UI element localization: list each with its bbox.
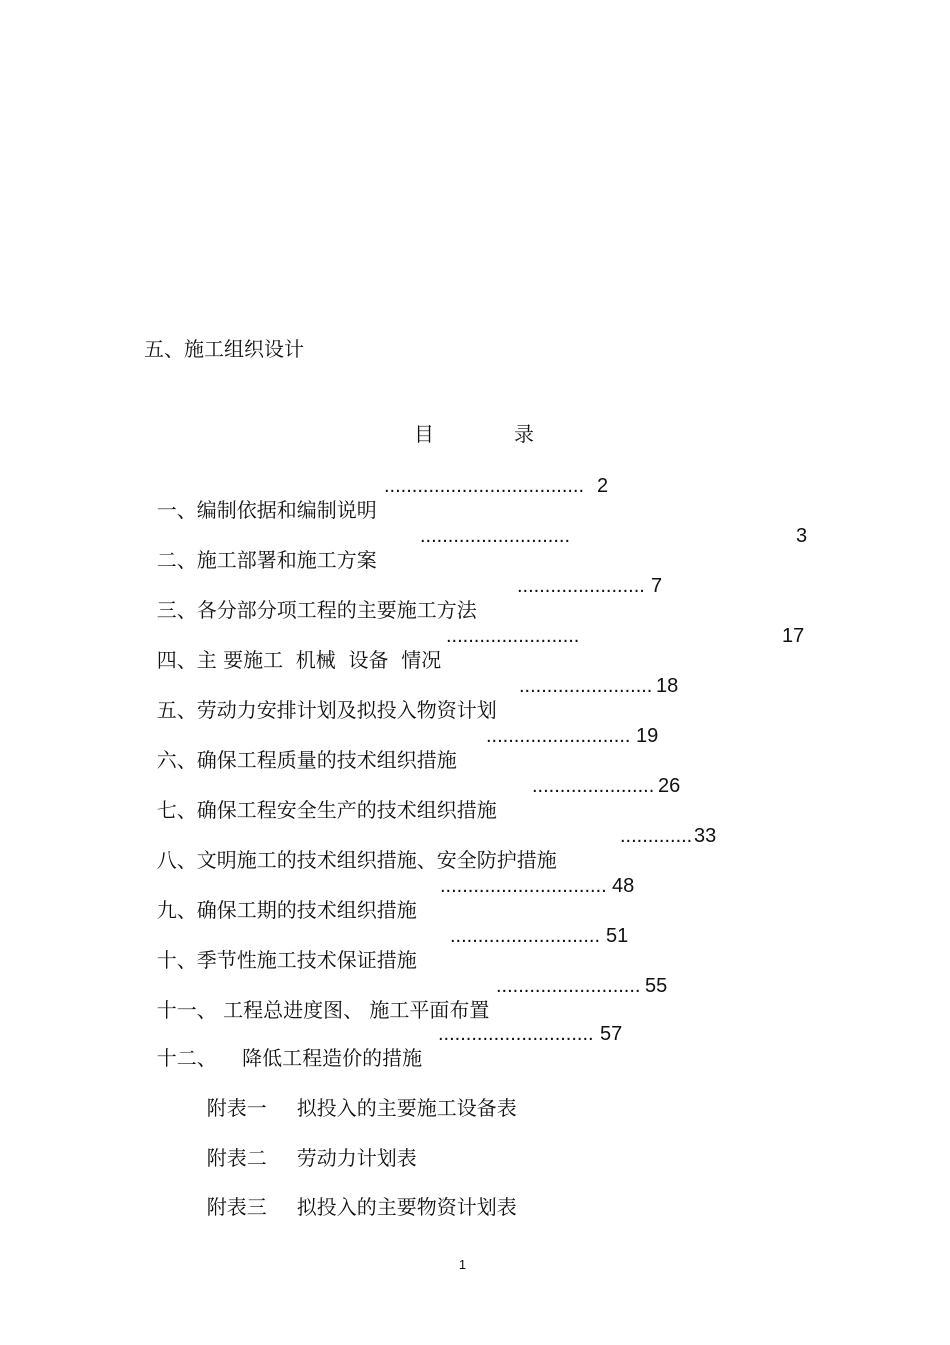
toc-item-page: 18 xyxy=(656,675,679,697)
toc-item-label: 四、主 要施工 机械 设备 情况 xyxy=(156,648,442,672)
toc-item-page: 3 xyxy=(796,525,808,547)
toc-item-label: 六、确保工程质量的技术组织措施 xyxy=(156,748,457,772)
toc-item-dots: ...................... xyxy=(532,775,655,797)
toc-item-page: 17 xyxy=(782,625,805,647)
toc-item-label: 十一、 工程总进度图、 施工平面布置 xyxy=(156,998,490,1022)
toc-title-right: 录 xyxy=(514,422,534,446)
toc-item-page: 55 xyxy=(645,975,668,997)
toc-item-dots: ............................ xyxy=(438,1023,594,1045)
toc-item-page: 26 xyxy=(658,775,681,797)
page-number: 1 xyxy=(458,1257,467,1272)
toc-item-page: 48 xyxy=(612,875,635,897)
toc-item-label: 二、施工部署和施工方案 xyxy=(156,548,377,572)
toc-item-page: 51 xyxy=(606,925,629,947)
section-heading: 五、施工组织设计 xyxy=(144,337,304,361)
appendix-label: 附表二 xyxy=(206,1146,267,1170)
toc-item-dots: .......................... xyxy=(486,725,631,747)
appendix-label: 附表一 xyxy=(206,1096,267,1120)
toc-item-dots: ........................... xyxy=(420,525,571,547)
toc-title xyxy=(414,422,534,446)
toc-item-dots: ........................... xyxy=(450,925,601,947)
appendix-title: 拟投入的主要施工设备表 xyxy=(296,1096,517,1120)
toc-item-page: 33 xyxy=(694,825,717,847)
toc-item-dots: ........................ xyxy=(519,675,653,697)
toc-item-page: 57 xyxy=(600,1023,623,1045)
toc-item-dots: .......................... xyxy=(496,975,641,997)
toc-item-label: 八、文明施工的技术组织措施、安全防护措施 xyxy=(156,848,557,872)
toc-item-page: 7 xyxy=(651,575,663,597)
toc-item-page: 2 xyxy=(597,475,609,497)
toc-item-dots: ........................ xyxy=(446,625,580,647)
appendix-label: 附表三 xyxy=(206,1195,267,1219)
appendix-title: 拟投入的主要物资计划表 xyxy=(296,1195,517,1219)
toc-item-dots: ............. xyxy=(620,825,693,847)
toc-item-dots: .................................... xyxy=(384,475,585,497)
toc-item-dots: .............................. xyxy=(440,875,607,897)
appendix-item xyxy=(194,1171,517,1219)
toc-item-label: 九、确保工期的技术组织措施 xyxy=(156,898,417,922)
toc-item-label: 七、确保工程安全生产的技术组织措施 xyxy=(156,798,497,822)
appendix-item xyxy=(194,1122,417,1170)
toc-item-label: 十、季节性施工技术保证措施 xyxy=(156,948,417,972)
toc-item-dots: ....................... xyxy=(517,575,645,597)
toc-item-label: 十二、 降低工程造价的措施 xyxy=(156,1046,423,1070)
toc-item-label: 三、各分部分项工程的主要施工方法 xyxy=(156,598,477,622)
toc-item-label: 五、劳动力安排计划及拟投入物资计划 xyxy=(156,698,497,722)
toc-item-label: 一、编制依据和编制说明 xyxy=(156,498,377,522)
appendix-item xyxy=(194,1072,517,1120)
appendix-title: 劳动力计划表 xyxy=(296,1146,417,1170)
toc-title-left: 目 xyxy=(414,422,434,446)
toc-item-page: 19 xyxy=(636,725,659,747)
